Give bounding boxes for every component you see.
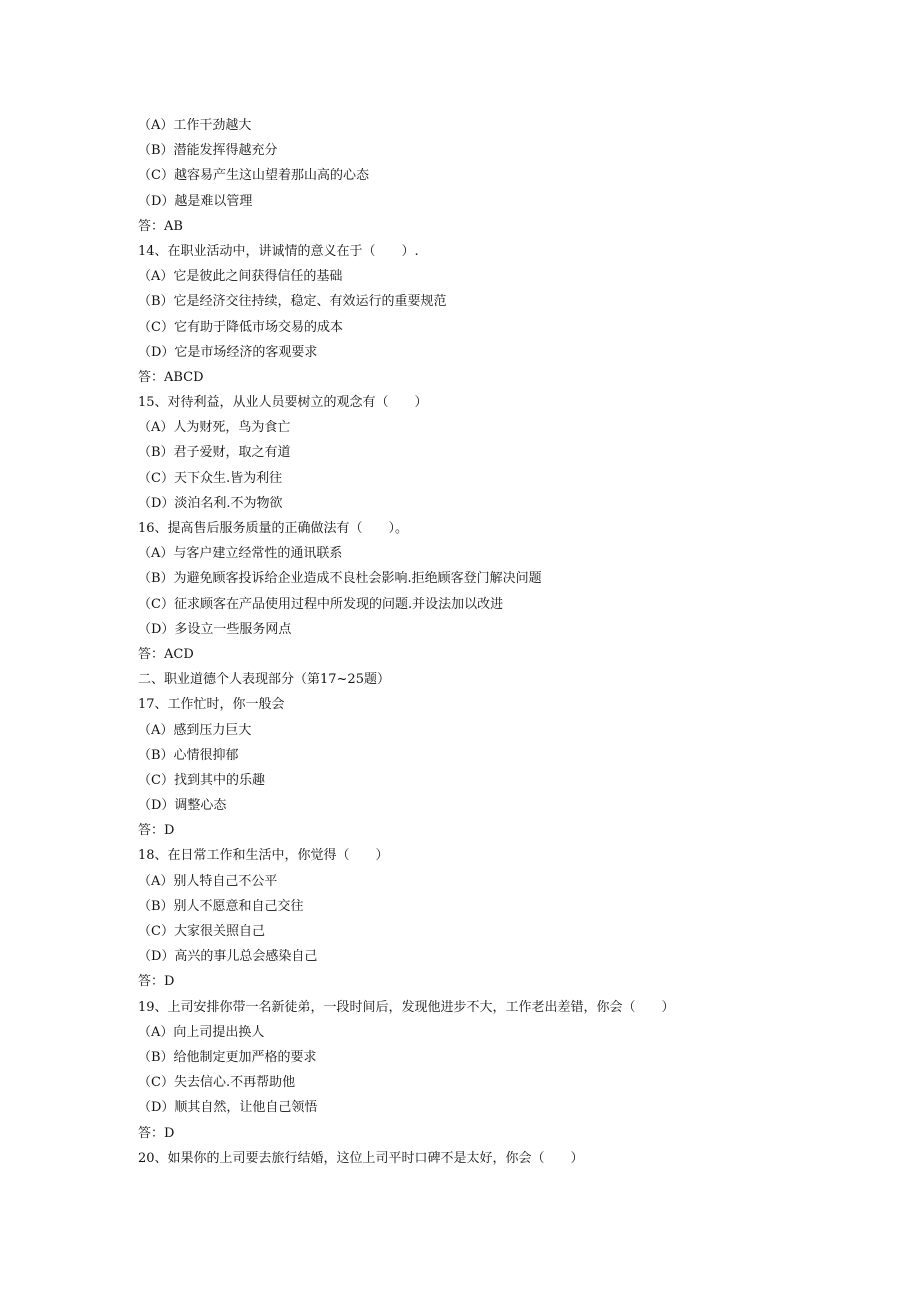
option-16a: （A）与客户建立经常性的通讯联系 <box>138 546 343 562</box>
option-16d: （D）多设立一些服务网点 <box>138 621 292 637</box>
question-20: 20、如果你的上司要去旅行结婚，这位上司平时口碑不是太好，你会（ ） <box>138 1150 584 1166</box>
option-17d: （D）调整心态 <box>138 798 227 814</box>
document-page <box>138 113 838 1171</box>
option-13d: （D）越是难以管理 <box>138 193 253 209</box>
option-15d: （D）淡泊名利.不为物欲 <box>138 495 283 511</box>
answer-16: 答：ACD <box>138 646 194 662</box>
question-18: 18、在日常工作和生活中，你觉得（ ） <box>138 848 389 864</box>
option-13c: （C）越容易产生这山望着那山高的心态 <box>138 168 369 184</box>
answer-17: 答：D <box>138 823 175 839</box>
option-13a: （A）工作干劲越大 <box>138 118 252 133</box>
question-15: 15、对待利益，从业人员要树立的观念有（ ） <box>138 395 428 411</box>
option-17c: （C）找到其中的乐趣 <box>138 772 265 788</box>
question-16: 16、提高售后服务质量的正确做法有（ ）。 <box>138 521 409 536</box>
option-16c: （C）征求顾客在产品使用过程中所发现的问题.并设法加以改进 <box>138 596 504 612</box>
option-17b: （B）心情很抑郁 <box>138 747 239 763</box>
question-14: 14、在职业活动中，讲诚情的意义在于（ ）. <box>138 243 419 259</box>
answer-13: 答：AB <box>138 218 183 234</box>
option-15b: （B）君子爱财，取之有道 <box>138 445 291 461</box>
option-18a: （A）别人特自己不公平 <box>138 873 278 889</box>
option-19c: （C）失去信心.不再帮助他 <box>138 1075 296 1091</box>
option-18b: （B）别人不愿意和自己交往 <box>138 898 304 914</box>
option-14a: （A）它是彼此之间获得信任的基础 <box>138 269 343 285</box>
option-14b: （B）它是经济交往持续，稳定、有效运行的重要规范 <box>138 294 447 310</box>
option-16b: （B）为避免顾客投诉给企业造成不良杜会影响.拒绝顾客登门解决问题 <box>138 571 542 587</box>
option-18d: （D）高兴的事儿总会感染自己 <box>138 949 318 965</box>
option-14d: （D）它是市场经济的客观要求 <box>138 344 318 360</box>
option-18c: （C）大家很关照自己 <box>138 924 265 939</box>
option-15a: （A）人为财死，鸟为食亡 <box>138 420 291 436</box>
question-17: 17、工作忙时，你一般会 <box>138 697 285 713</box>
section-heading: 二、职业道德个人表现部分（第17~25题） <box>138 672 390 688</box>
option-15c: （C）天下众生.皆为利往 <box>138 470 283 486</box>
answer-19: 答：D <box>138 1125 175 1141</box>
option-17a: （A）感到压力巨大 <box>138 722 252 738</box>
option-19d: （D）顺其自然，让他自己领悟 <box>138 1100 318 1116</box>
option-19b: （B）给他制定更加严格的要求 <box>138 1049 317 1065</box>
option-19a: （A）向上司提出换人 <box>138 1024 265 1040</box>
option-14c: （C）它有助于降低市场交易的成本 <box>138 319 343 335</box>
question-19: 19、上司安排你带一名新徒弟，一段时间后，发现他进步不大，工作老出差错，你会（ ） <box>138 999 675 1015</box>
option-13b: （B）潜能发挥得越充分 <box>138 143 278 159</box>
answer-18: 答：D <box>138 974 175 990</box>
answer-14: 答：ABCD <box>138 369 204 385</box>
